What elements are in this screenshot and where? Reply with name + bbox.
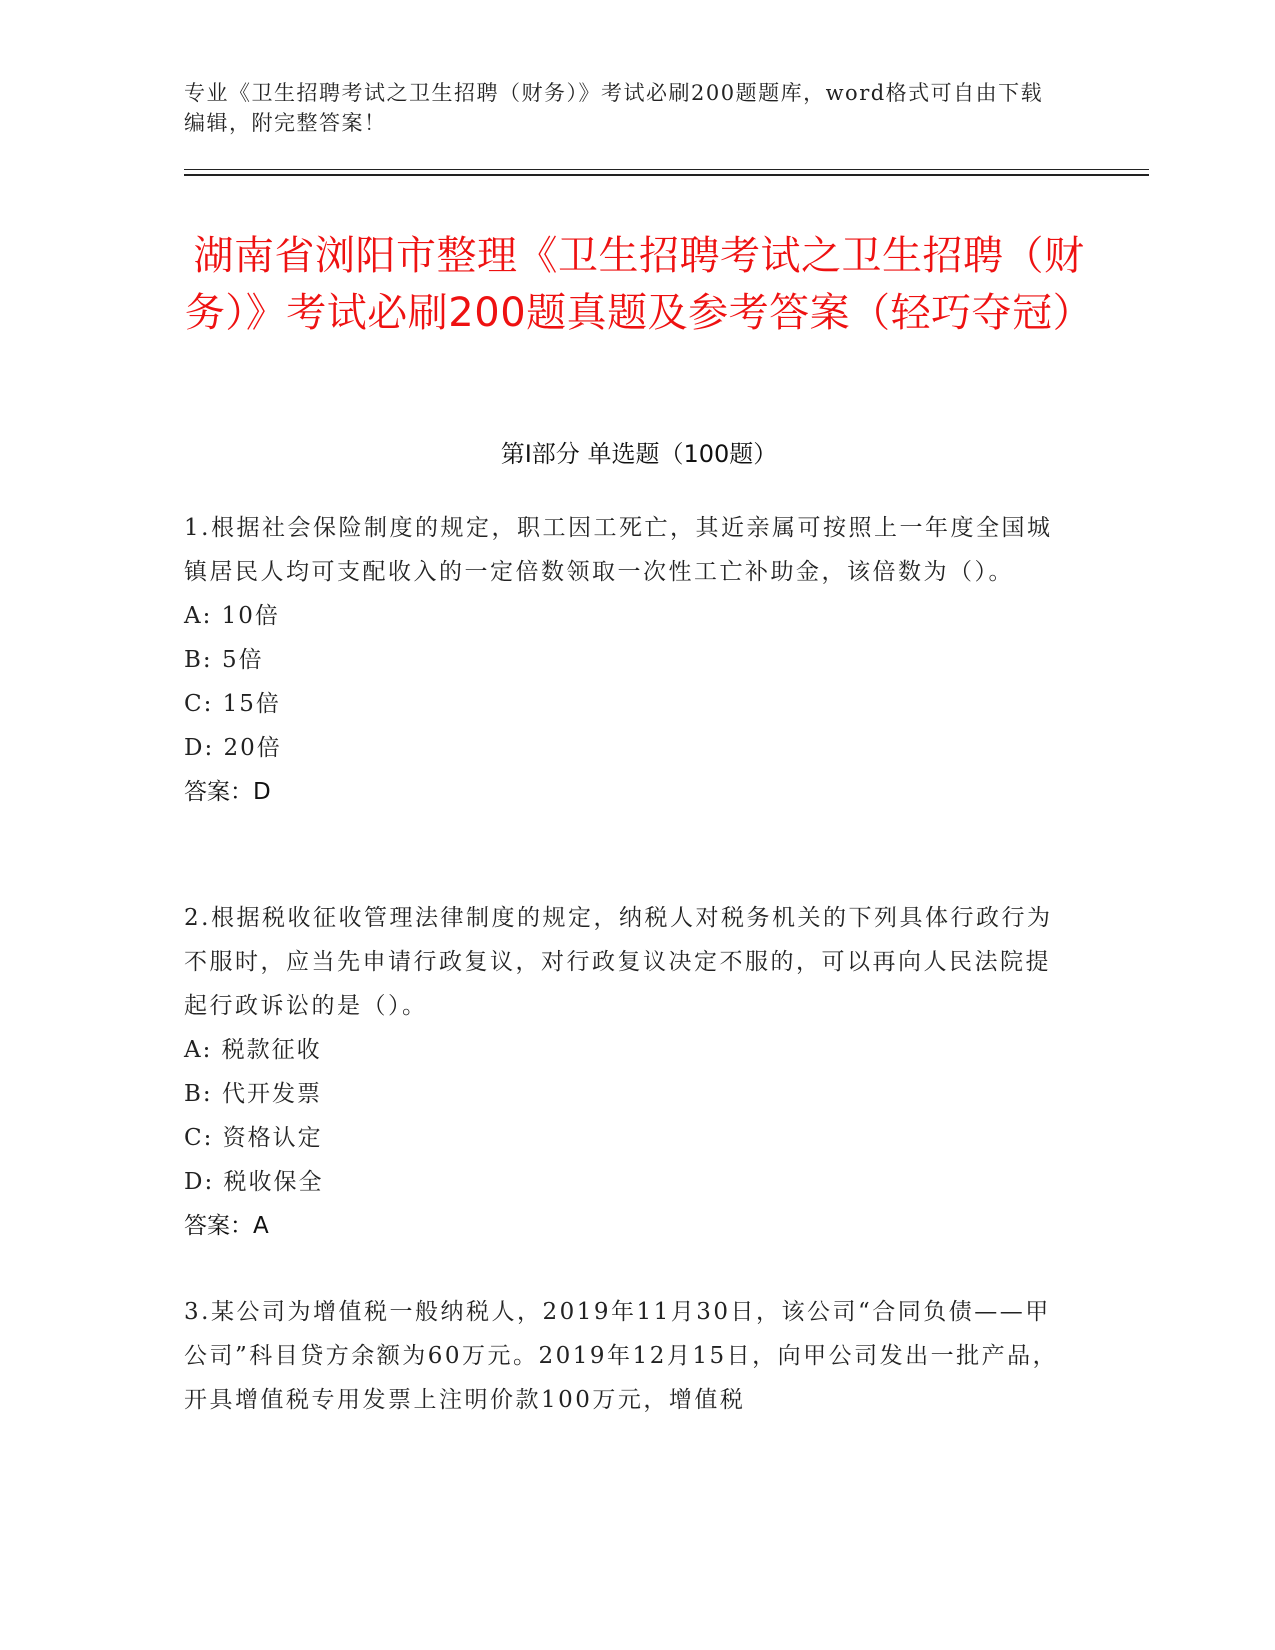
header-note: 专业《卫生招聘考试之卫生招聘（财务）》考试必刷200题题库，word格式可自由下载编辑，附完整答案！ <box>184 81 1044 135</box>
header-rule-thick <box>184 174 1149 176</box>
option-d: D: 税收保全 <box>184 1169 324 1195</box>
option-c: C: 资格认定 <box>184 1125 323 1151</box>
answer: 答案：A <box>184 1213 269 1239</box>
question-1 <box>184 506 1064 814</box>
answer: 答案：D <box>184 779 271 805</box>
question-2 <box>184 896 1064 1248</box>
document-title: 湖南省浏阳市整理《卫生招聘考试之卫生招聘（财务）》考试必刷200题真题及参考答案（轻巧夺冠） <box>184 233 1094 336</box>
question-stem: 2.根据税收征收管理法律制度的规定，纳税人对税务机关的下列具体行政行为不服时，应当先申请行政复议，对行政复议决定不服的，可以再向人民法院提起行政诉讼的是（）。 <box>184 905 1053 1019</box>
option-d: D: 20倍 <box>184 735 282 761</box>
option-b: B: 代开发票 <box>184 1081 322 1107</box>
question-stem: 1.根据社会保险制度的规定，职工因工死亡，其近亲属可按照上一年度全国城镇居民人均可支配收入的一定倍数领取一次性工亡补助金，该倍数为（）。 <box>184 515 1053 585</box>
option-a: A: 税款征收 <box>184 1037 322 1063</box>
question-3 <box>184 1290 1064 1422</box>
section-heading: 第I部分 单选题（100题） <box>500 440 778 468</box>
option-a: A: 10倍 <box>184 603 280 629</box>
option-b: B: 5倍 <box>184 647 264 673</box>
header-rule-thin <box>184 169 1149 170</box>
question-stem: 3.某公司为增值税一般纳税人，2019年11月30日，该公司“合同负债——甲公司”科目贷方余额为60万元。2019年12月15日，向甲公司发出一批产品，开具增值税专用发票上注明价款100万元，增值税 <box>184 1299 1059 1413</box>
option-c: C: 15倍 <box>184 691 281 717</box>
